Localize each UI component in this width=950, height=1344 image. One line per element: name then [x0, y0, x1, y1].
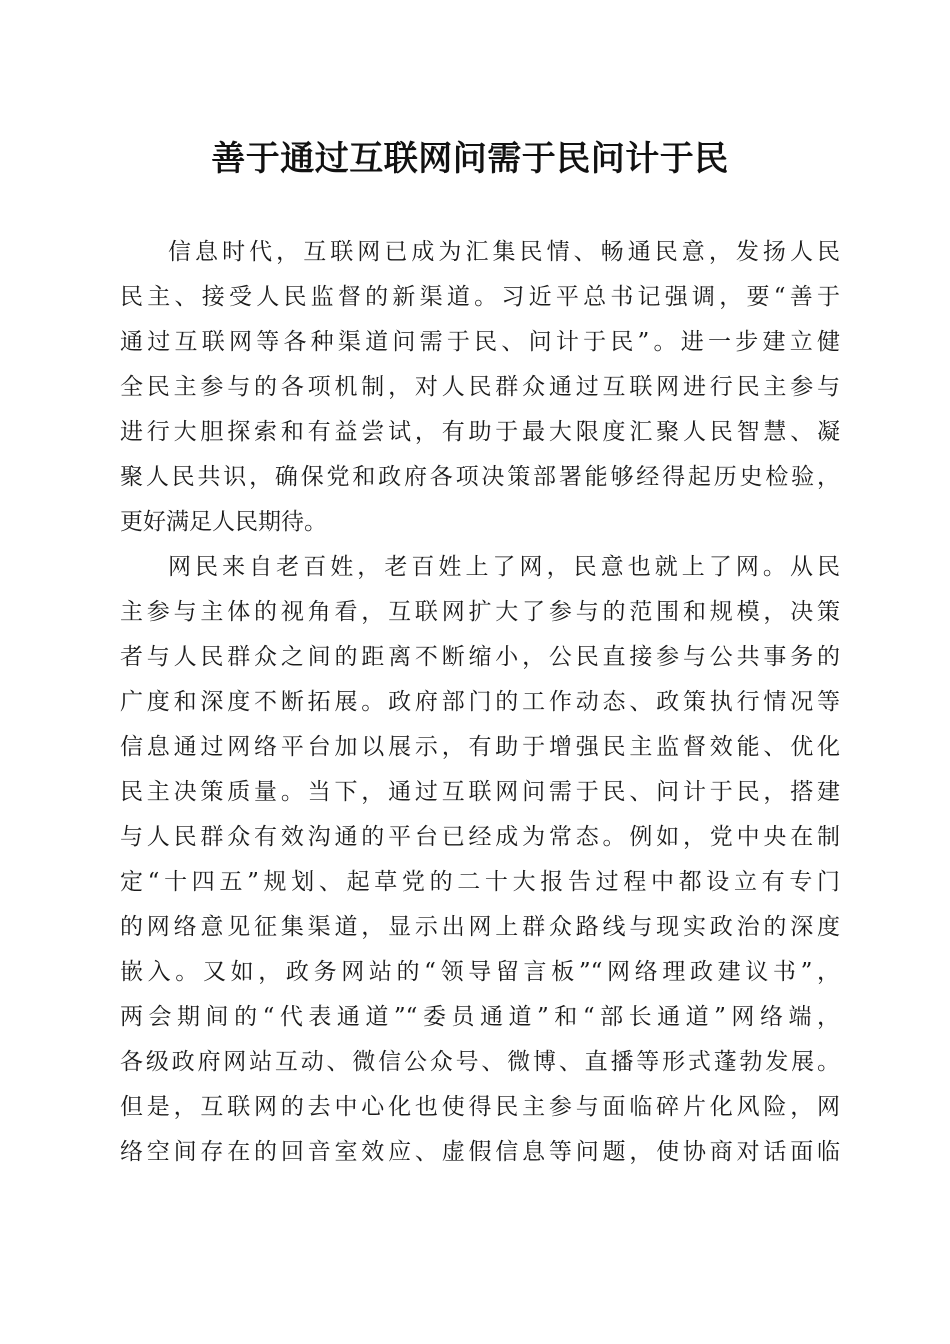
text-line: 通过互联网等各种渠道问需于民、问计于民”。进一步建立健	[120, 329, 840, 355]
text-line: 民主决策质量。当下，通过互联网问需于民、问计于民，搭建	[120, 779, 840, 805]
text-line: 与人民群众有效沟通的平台已经成为常态。例如，党中央在制	[120, 824, 840, 850]
text-line: 络空间存在的回音室效应、虚假信息等问题，使协商对话面临	[120, 1139, 840, 1165]
document-title: 善于通过互联网问需于民问计于民	[211, 139, 729, 179]
text-line: 网民来自老百姓，老百姓上了网，民意也就上了网。从民	[168, 554, 840, 580]
text-line: 信息时代，互联网已成为汇集民情、畅通民意，发扬人民	[168, 239, 840, 265]
text-line: 者与人民群众之间的距离不断缩小，公民直接参与公共事务的	[120, 644, 840, 670]
text-line: 全民主参与的各项机制，对人民群众通过互联网进行民主参与	[120, 374, 840, 400]
text-line: 的网络意见征集渠道，显示出网上群众路线与现实政治的深度	[120, 914, 840, 940]
text-line: 聚人民共识，确保党和政府各项决策部署能够经得起历史检验，	[120, 464, 840, 490]
text-line: 信息通过网络平台加以展示，有助于增强民主监督效能、优化	[120, 734, 840, 760]
text-line: 但是，互联网的去中心化也使得民主参与面临碎片化风险，网	[120, 1094, 840, 1120]
text-line: 广度和深度不断拓展。政府部门的工作动态、政策执行情况等	[120, 689, 840, 715]
text-line: 主参与主体的视角看，互联网扩大了参与的范围和规模，决策	[120, 599, 840, 625]
document-body	[120, 230, 840, 1175]
text-line: 定“十四五”规划、起草党的二十大报告过程中都设立有专门	[120, 869, 840, 895]
text-line: 进行大胆探索和有益尝试，有助于最大限度汇聚人民智慧、凝	[120, 419, 840, 445]
text-line: 各级政府网站互动、微信公众号、微博、直播等形式蓬勃发展。	[120, 1049, 840, 1075]
paragraph-1	[120, 230, 840, 545]
text-line: 民主、接受人民监督的新渠道。习近平总书记强调，要“善于	[120, 284, 840, 310]
text-line: 嵌入。又如，政务网站的“领导留言板”“网络理政建议书”，	[120, 959, 840, 985]
text-line: 两会期间的“代表通道”“委员通道”和“部长通道”网络端，	[120, 1004, 840, 1030]
text-line: 更好满足人民期待。	[120, 509, 327, 535]
paragraph-2	[120, 545, 840, 1175]
